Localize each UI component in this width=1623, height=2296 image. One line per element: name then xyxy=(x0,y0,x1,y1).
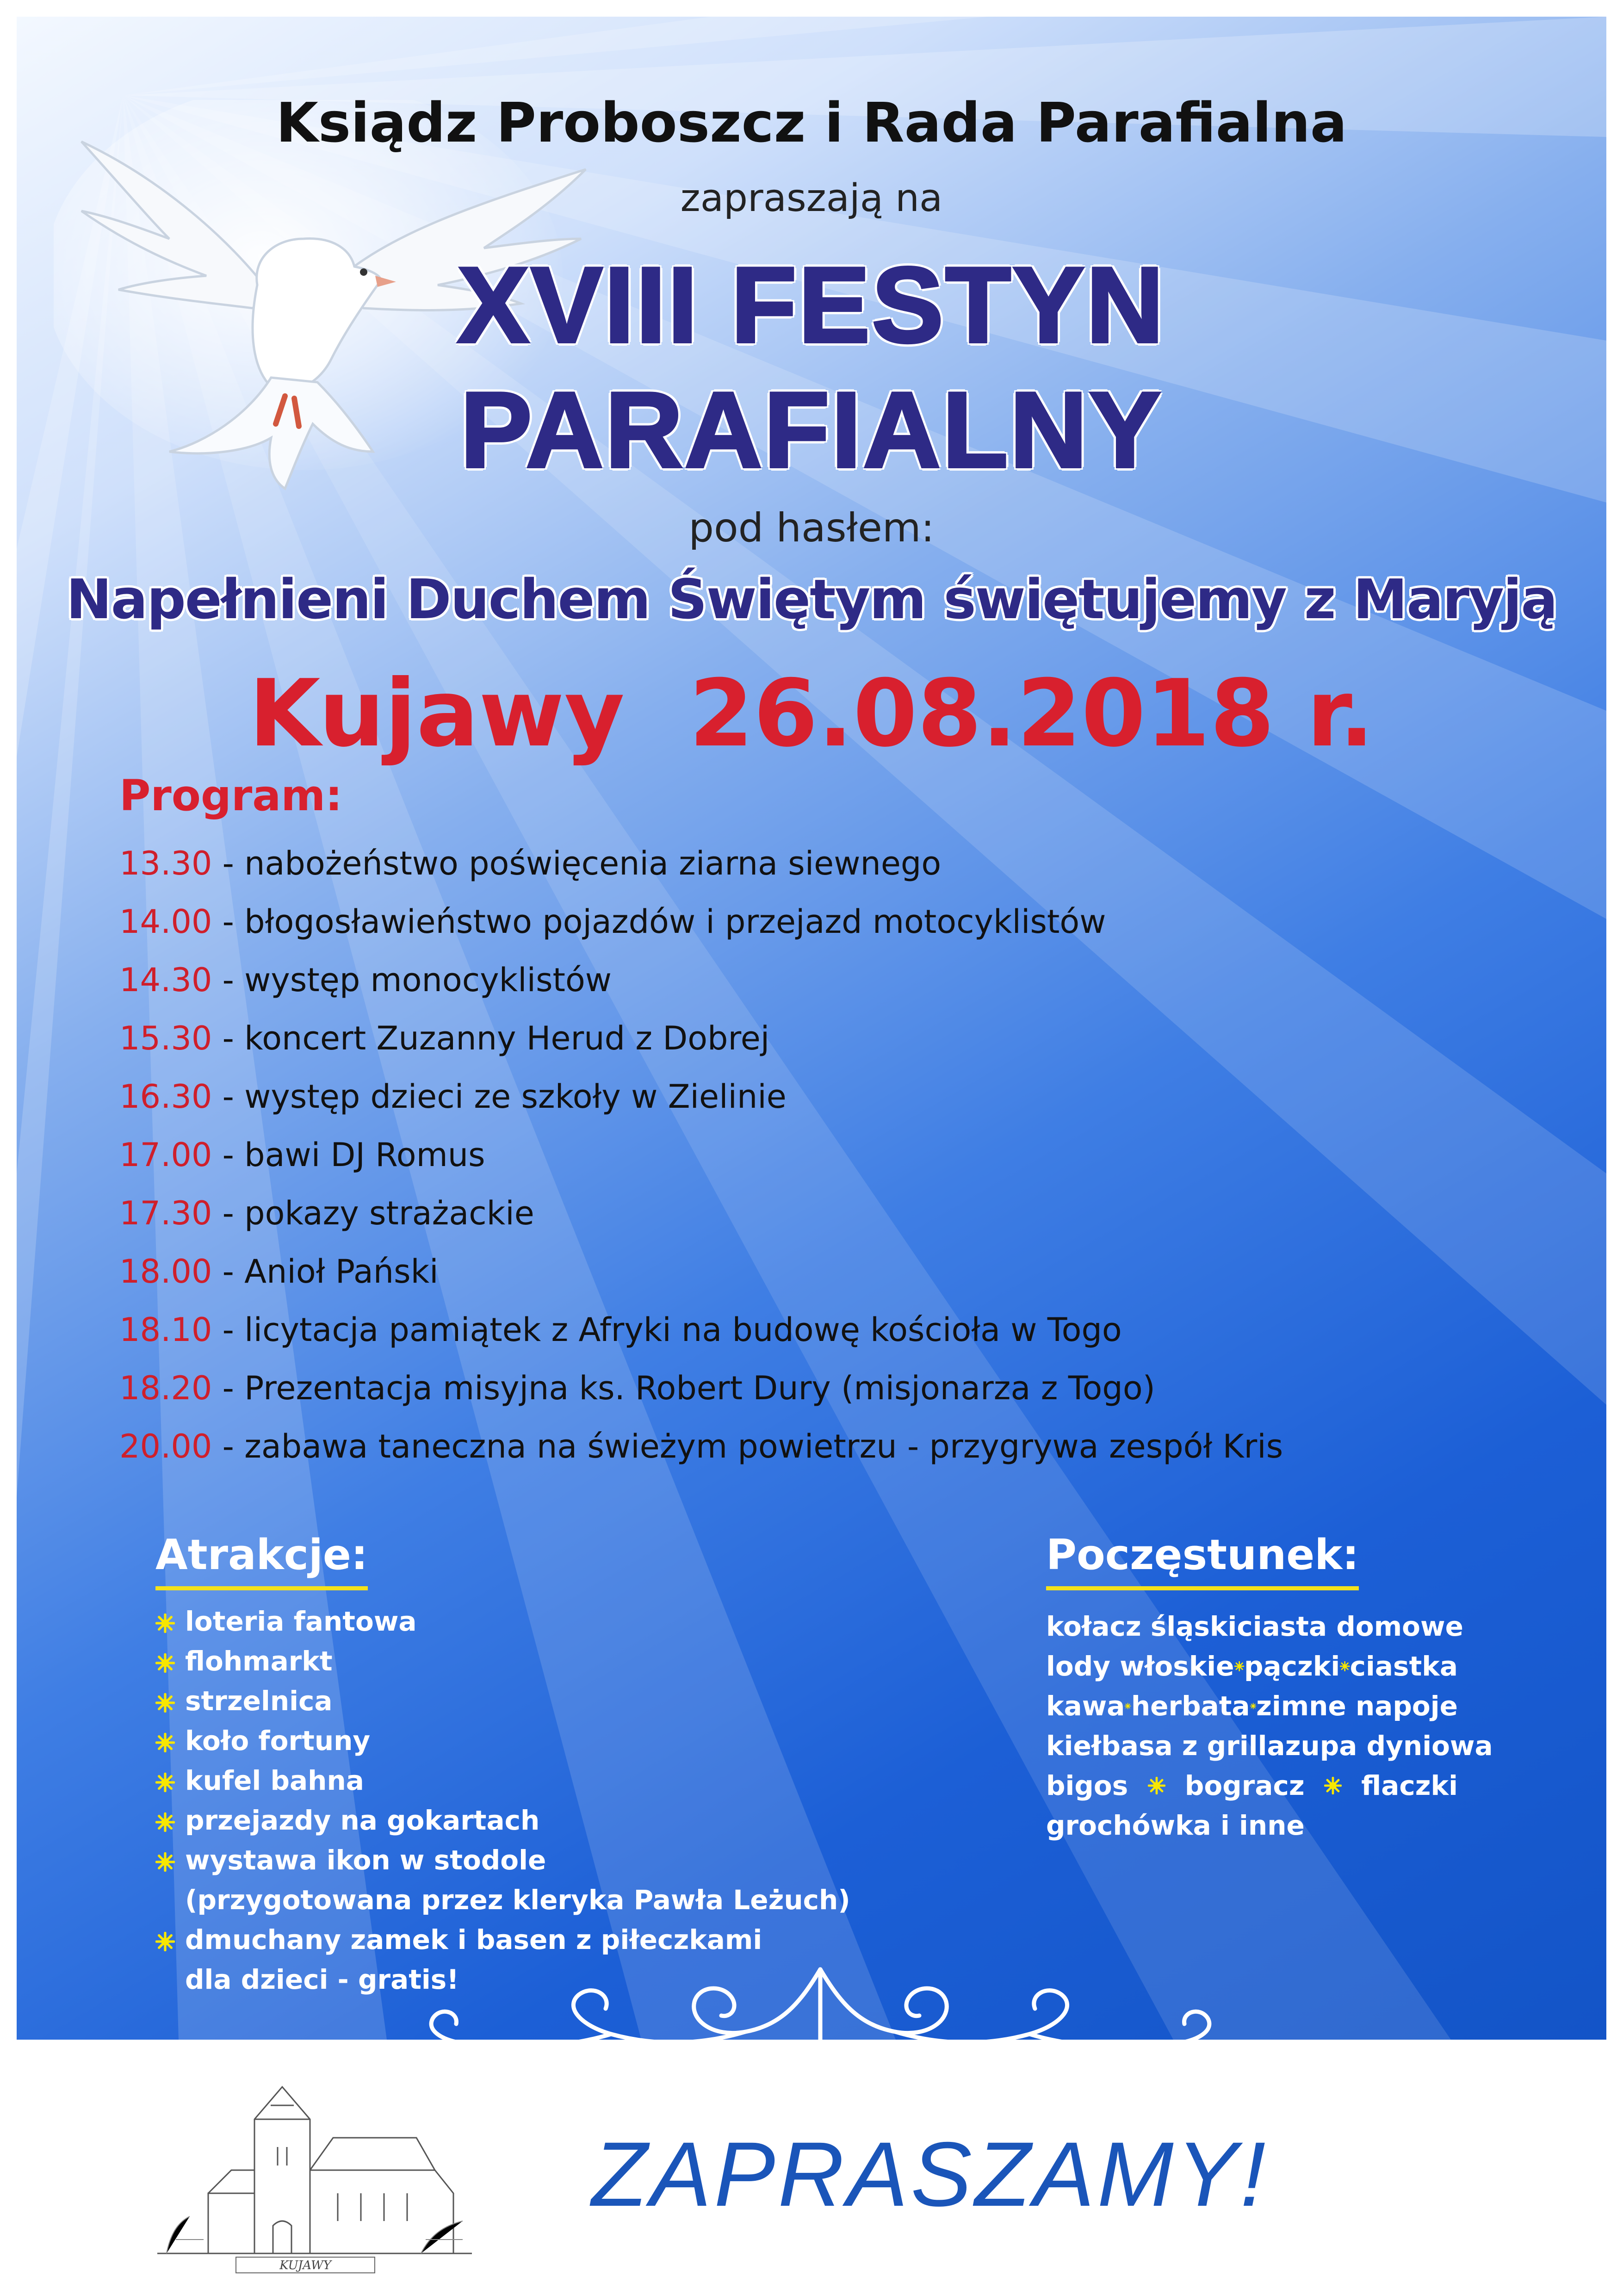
swirl-ornament-border xyxy=(412,1951,1229,2040)
program-item xyxy=(119,1251,1577,1309)
attraction-item xyxy=(155,1761,850,1800)
program-time: 14.00 xyxy=(119,903,212,941)
star-bullet-icon xyxy=(1125,1697,1131,1715)
program-item xyxy=(119,1309,1577,1367)
attraction-text: flohmarkt xyxy=(185,1645,333,1677)
program-description: - występ dzieci ze szkoły w Zielinie xyxy=(212,1078,787,1116)
church-caption: KUJAWY xyxy=(279,2259,331,2272)
attractions-list xyxy=(155,1601,850,1999)
refreshment-item: grochówka i inne xyxy=(1046,1810,1305,1841)
attraction-text: kufel bahna xyxy=(185,1765,364,1796)
attraction-text: loteria fantowa xyxy=(185,1606,417,1637)
program-time: 20.00 xyxy=(119,1427,212,1465)
star-bullet-icon xyxy=(155,1773,175,1792)
refreshment-item: bogracz xyxy=(1184,1770,1305,1801)
refreshment-item: zimne napoje xyxy=(1256,1690,1458,1722)
refreshment-line xyxy=(1046,1686,1458,1726)
attraction-item xyxy=(155,1641,850,1681)
star-bullet-icon xyxy=(1250,1697,1256,1715)
invite-text: zapraszają na xyxy=(680,176,943,220)
attraction-text: wystawa ikon w stodole xyxy=(185,1844,546,1876)
refreshment-line xyxy=(1046,1726,1493,1766)
attraction-text: dmuchany zamek i basen z piłeczkami xyxy=(185,1924,762,1955)
motto-label: pod hasłem: xyxy=(688,505,935,551)
festival-title-line2: PARAFIALNY xyxy=(460,370,1163,490)
program-description: - nabożeństwo poświęcenia ziarna siewnego xyxy=(212,844,942,882)
attraction-text-wrap xyxy=(185,1601,417,1641)
refreshment-item: kawa xyxy=(1046,1690,1125,1722)
program-time: 18.00 xyxy=(119,1253,212,1291)
program-item xyxy=(119,901,1577,959)
program-description: - zabawa taneczna na świeżym powietrzu - przygrywa zespół Kris xyxy=(212,1427,1283,1465)
refreshment-item: pączki xyxy=(1244,1651,1340,1682)
star-bullet-icon xyxy=(155,1613,175,1633)
program-time: 17.30 xyxy=(119,1194,212,1232)
festival-title-line1: XVIII FESTYN xyxy=(457,245,1166,365)
program-item xyxy=(119,1192,1577,1251)
refreshments-list xyxy=(1046,1607,1493,1845)
organizer-heading: Ksiądz Proboszcz i Rada Parafialna xyxy=(276,91,1347,155)
program-time: 18.10 xyxy=(119,1311,212,1349)
program-item xyxy=(119,959,1577,1018)
program-item xyxy=(119,1076,1577,1134)
star-bullet-icon xyxy=(1234,1657,1244,1675)
attraction-text-wrap xyxy=(185,1681,333,1721)
program-description: - Prezentacja misyjna ks. Robert Dury (misjonarza z Togo) xyxy=(212,1369,1155,1407)
star-bullet-icon xyxy=(155,1852,175,1872)
program-heading: Program: xyxy=(119,771,342,820)
program-time: 14.30 xyxy=(119,961,212,999)
star-bullet-icon xyxy=(1148,1777,1165,1794)
program-description: - pokazy strażackie xyxy=(212,1194,534,1232)
attraction-text-wrap xyxy=(185,1840,850,1920)
attraction-item xyxy=(155,1800,850,1840)
program-description: - występ monocyklistów xyxy=(212,961,612,999)
attractions-heading: Atrakcje: xyxy=(155,1530,368,1590)
refreshment-line xyxy=(1046,1646,1458,1686)
program-time: 18.20 xyxy=(119,1369,212,1407)
refreshment-item: bigos xyxy=(1046,1770,1128,1801)
refreshment-line xyxy=(1046,1766,1458,1806)
program-time: 13.30 xyxy=(119,844,212,882)
attraction-text: strzelnica xyxy=(185,1685,333,1717)
poster-background xyxy=(17,17,1606,2040)
attraction-text: przejazdy na gokartach xyxy=(185,1805,540,1836)
program-time: 15.30 xyxy=(119,1019,212,1057)
refreshment-item: lody włoskie xyxy=(1046,1651,1234,1682)
attraction-item xyxy=(155,1681,850,1721)
program-item xyxy=(119,843,1577,901)
star-bullet-icon xyxy=(155,1812,175,1832)
attraction-text-wrap xyxy=(185,1800,539,1840)
program-time: 17.00 xyxy=(119,1136,212,1174)
closing-invitation: ZAPRASZAMY! xyxy=(591,2123,1269,2225)
attraction-subtext: (przygotowana przez kleryka Pawła Leżuch) xyxy=(185,1884,850,1916)
attraction-text-wrap xyxy=(185,1721,370,1761)
attraction-item xyxy=(155,1840,850,1920)
program-description: - Anioł Pański xyxy=(212,1253,439,1291)
refreshments-heading: Poczęstunek: xyxy=(1046,1530,1359,1590)
star-bullet-icon xyxy=(155,1932,175,1951)
refreshment-item: kiełbasa z grilla xyxy=(1046,1730,1285,1762)
place-date: Kujawy 26.08.2018 r. xyxy=(248,660,1375,768)
refreshment-item: ciasta domowe xyxy=(1237,1611,1463,1642)
program-description: - błogosławieństwo pojazdów i przejazd motocyklistów xyxy=(212,903,1106,941)
motto-text: Napełnieni Duchem Świętym świętujemy z Maryją xyxy=(66,567,1557,631)
star-bullet-icon xyxy=(1324,1777,1342,1794)
star-bullet-icon xyxy=(1340,1657,1350,1675)
program-item xyxy=(119,1426,1577,1484)
program-item xyxy=(119,1367,1577,1426)
star-bullet-icon xyxy=(155,1653,175,1673)
refreshment-item: herbata xyxy=(1131,1690,1250,1722)
program-time: 16.30 xyxy=(119,1078,212,1116)
refreshment-line xyxy=(1046,1806,1458,1845)
refreshment-item: flaczki xyxy=(1361,1770,1458,1801)
star-bullet-icon xyxy=(155,1693,175,1713)
refreshment-line xyxy=(1046,1607,1463,1646)
program-item xyxy=(119,1018,1577,1076)
program-description: - licytacja pamiątek z Afryki na budowę kościoła w Togo xyxy=(212,1311,1122,1349)
attraction-item xyxy=(155,1601,850,1641)
star-bullet-icon xyxy=(155,1733,175,1752)
program-item xyxy=(119,1134,1577,1192)
program-description: - koncert Zuzanny Herud z Dobrej xyxy=(212,1019,770,1057)
attraction-text-wrap xyxy=(185,1761,364,1800)
program-list xyxy=(119,843,1577,1484)
refreshment-item: kołacz śląski xyxy=(1046,1611,1237,1642)
attraction-text-wrap xyxy=(185,1641,333,1681)
refreshment-item: zupa dyniowa xyxy=(1285,1730,1493,1762)
program-description: - bawi DJ Romus xyxy=(212,1136,485,1174)
refreshment-item: ciastka xyxy=(1350,1651,1458,1682)
attraction-item xyxy=(155,1721,850,1761)
attraction-text: koło fortuny xyxy=(185,1725,371,1756)
church-sketch-illustration xyxy=(139,2054,490,2277)
attraction-subtext: dla dzieci - gratis! xyxy=(185,1964,459,1995)
